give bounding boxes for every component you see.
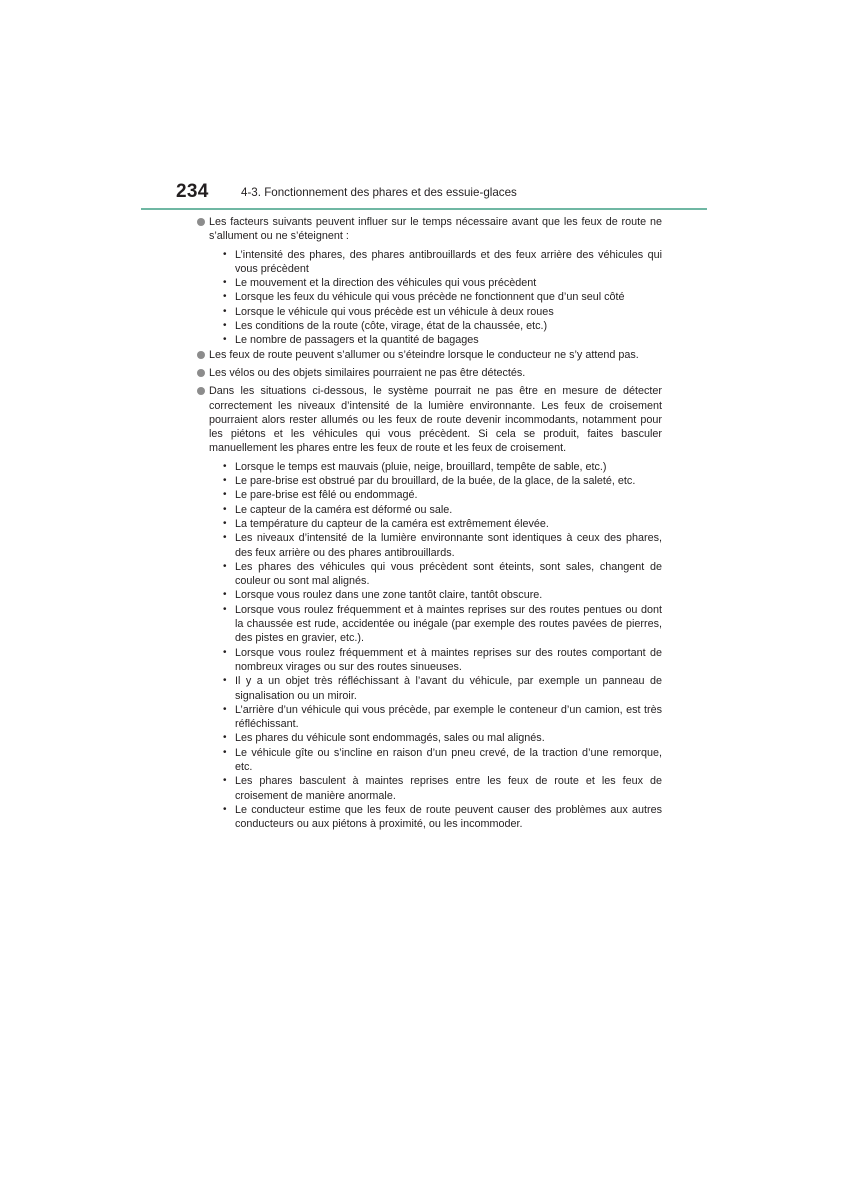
header-divider <box>141 208 707 210</box>
list-dot-icon: • <box>223 732 227 744</box>
bullet-text: Les feux de route peuvent s’allumer ou s’éteindre lorsque le conducteur ne s’y attend pas. <box>209 348 639 361</box>
list-dot-icon: • <box>223 589 227 601</box>
page-number: 234 <box>176 181 209 202</box>
bullet-text: Les vélos ou des objets similaires pourraient ne pas être détectés. <box>209 366 526 379</box>
list-item: • L’intensité des phares, des phares antibrouillards et des feux arrière des véhicules qui vous précèdent <box>223 248 662 275</box>
page-body <box>196 215 662 831</box>
list-item: • Les niveaux d’intensité de la lumière environnante sont identiques à ceux des phares, des feux arrière ou des phares antibrouillards. <box>223 532 662 559</box>
list-item: • Les conditions de la route (côte, virage, état de la chaussée, etc.) <box>223 320 548 333</box>
bullet-point <box>196 384 662 831</box>
list-dot-icon: • <box>223 475 227 487</box>
list-item: • Le nombre de passagers et la quantité de bagages <box>223 334 479 347</box>
list-dot-icon: • <box>223 603 227 615</box>
list-dot-icon: • <box>223 675 227 687</box>
list-dot-icon: • <box>223 460 227 472</box>
bullet-dot-icon <box>197 351 205 359</box>
bullet-text: Les facteurs suivants peuvent influer sur le temps nécessaire avant que les feux de route ne s’allument ou ne s’éteignent : <box>209 216 662 243</box>
list-item: • Le pare-brise est fêlé ou endommagé. <box>223 489 418 502</box>
bullet-point <box>196 215 662 348</box>
bullet-dot-icon <box>197 218 205 226</box>
list-dot-icon: • <box>223 746 227 758</box>
bullet-point <box>196 366 662 380</box>
sub-list <box>209 248 662 348</box>
list-item: • Le pare-brise est obstrué par du brouillard, de la buée, de la glace, de la saleté, etc. <box>223 475 636 488</box>
list-item: • Le conducteur estime que les feux de route peuvent causer des problèmes aux autres conducteurs ou aux piétons à proximité, ou les incommoder. <box>223 803 662 831</box>
bullet-dot-icon <box>197 369 205 377</box>
list-item: • Lorsque le temps est mauvais (pluie, neige, brouillard, tempête de sable, etc.) <box>223 460 607 473</box>
list-dot-icon: • <box>223 503 227 515</box>
list-item: • L’arrière d’un véhicule qui vous précède, par exemple le conteneur d’un camion, est très réfléchissant. <box>223 703 662 731</box>
section-title: 4-3. Fonctionnement des phares et des essuie-glaces <box>241 186 517 199</box>
list-dot-icon: • <box>223 305 227 317</box>
list-item: • Les phares basculent à maintes reprises entre les feux de route et les feux de croisement de manière anormale. <box>223 775 662 802</box>
list-dot-icon: • <box>223 775 227 787</box>
list-item: • Le mouvement et la direction des véhicules qui vous précèdent <box>223 277 537 290</box>
list-dot-icon: • <box>223 334 227 346</box>
list-item: • Les phares des véhicules qui vous précèdent sont éteints, sont sales, changent de couleur ou sont mal alignés. <box>223 560 662 588</box>
list-item: • Le véhicule gîte ou s’incline en raison d’un pneu crevé, de la traction d’une remorque, etc. <box>223 746 662 773</box>
list-dot-icon: • <box>223 703 227 715</box>
list-item: • Lorsque les feux du véhicule qui vous précède ne fonctionnent que d’un seul côté <box>223 291 625 304</box>
list-dot-icon: • <box>223 291 227 303</box>
list-item: • Lorsque vous roulez dans une zone tantôt claire, tantôt obscure. <box>223 589 543 602</box>
list-item: • La température du capteur de la caméra est extrêmement élevée. <box>223 517 549 530</box>
sub-list <box>209 460 662 832</box>
bullet-text: Dans les situations ci-dessous, le système pourrait ne pas être en mesure de détecter correctement les niveaux d’intensité de la lumière environnante. Les feux de croisement pourraient alors rester allumés ou les feux de route devenir incommodants, notamment pour les piétons et les véhicules qui vous précèdent. Si cela se produit, faites basculer manuellement les phares entre les feux de route et les feux de croisement. <box>209 385 662 455</box>
list-dot-icon: • <box>223 803 227 815</box>
bullet-point <box>196 348 662 362</box>
list-dot-icon: • <box>223 320 227 332</box>
list-dot-icon: • <box>223 277 227 289</box>
list-item: • Lorsque le véhicule qui vous précède est un véhicule à deux roues <box>223 305 554 318</box>
bullet-dot-icon <box>197 387 205 395</box>
list-item: • Les phares du véhicule sont endommagés, sales ou mal alignés. <box>223 732 545 745</box>
list-dot-icon: • <box>223 517 227 529</box>
list-dot-icon: • <box>223 489 227 501</box>
list-dot-icon: • <box>223 532 227 544</box>
list-item: • Le capteur de la caméra est déformé ou sale. <box>223 503 453 516</box>
page-header <box>0 178 848 210</box>
list-item: • Lorsque vous roulez fréquemment et à maintes reprises sur des routes pentues ou dont la chaussée est rude, accidentée ou inégale (par exemple des routes pavées de pierres, des pistes en gravier, etc.). <box>223 603 662 645</box>
list-dot-icon: • <box>223 560 227 572</box>
list-dot-icon: • <box>223 248 227 260</box>
list-dot-icon: • <box>223 646 227 658</box>
list-item: • Lorsque vous roulez fréquemment et à maintes reprises sur des routes comportant de nombreux virages ou sur des routes sinueuses. <box>223 646 662 673</box>
list-item: • Il y a un objet très réfléchissant à l’avant du véhicule, par exemple un panneau de signalisation ou un miroir. <box>223 675 662 702</box>
